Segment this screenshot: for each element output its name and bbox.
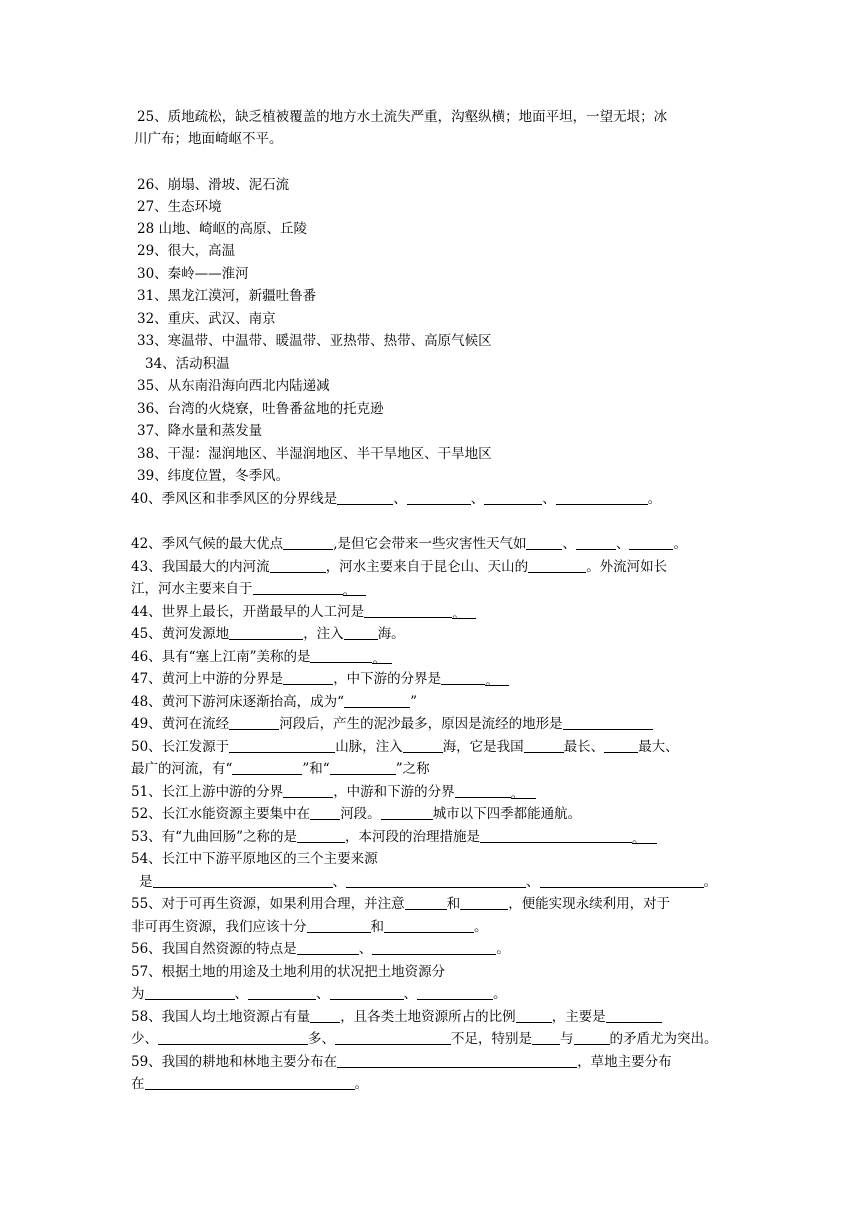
- question-55-cont: [131, 916, 488, 938]
- question-text: 少、: [131, 1031, 158, 1047]
- question-text: 多、: [308, 1031, 335, 1047]
- blank: [297, 939, 359, 955]
- question-text: 与: [560, 1031, 574, 1047]
- question-text: 、: [358, 941, 373, 957]
- question-text: 40、季风区和非季风区的分界线是: [131, 491, 338, 507]
- question-text: 。: [673, 536, 687, 552]
- question-50-cont: [131, 758, 430, 780]
- blank: [407, 489, 471, 505]
- blank: [460, 894, 508, 910]
- question-text: 江，河水主要来自于: [131, 581, 253, 597]
- question-text: 。外流河如长: [586, 559, 668, 575]
- question-text: 57、根据土地的用途及土地利用的状况把土地资源分: [131, 964, 446, 980]
- question-59: [131, 1051, 672, 1073]
- question-text: 、: [393, 491, 407, 507]
- question-text: ，本河段的治理措施是: [344, 829, 480, 845]
- question-text: 不足，特别是: [451, 1031, 532, 1047]
- question-text: 海，它是我国: [442, 739, 524, 755]
- question-text: ，主要是: [551, 1009, 606, 1025]
- question-text: ，中下游的分界是: [333, 671, 442, 687]
- blank: [283, 669, 333, 685]
- question-text: 46、具有“塞上江南”美称的是: [131, 649, 311, 665]
- blank: 。: [632, 828, 658, 844]
- blank: [310, 647, 372, 663]
- question-text: 、: [562, 536, 576, 552]
- blank: [417, 984, 493, 1000]
- blank: [384, 917, 474, 933]
- question-text: 。: [647, 491, 662, 507]
- question-text: 、: [526, 874, 540, 890]
- blank: [405, 894, 447, 910]
- question-43: [131, 556, 667, 578]
- blank: [364, 602, 452, 618]
- question-49: [131, 713, 653, 735]
- question-text: 、: [316, 986, 330, 1002]
- question-text: 53、有“九曲回肠”之称的是: [131, 829, 297, 845]
- blank: [229, 624, 303, 640]
- blank: [307, 917, 371, 933]
- question-text: 48、黄河下游河床逐渐抬高，成为“: [131, 694, 345, 710]
- question-46: [131, 646, 392, 668]
- blank: [381, 804, 433, 820]
- answer-line: 28 山地、崎岖的高原、丘陵: [137, 221, 307, 237]
- question-text: 49、黄河在流经: [131, 716, 230, 732]
- question-text: ,是但它会带来一些灾害性天气如: [333, 536, 527, 552]
- blank: 。: [343, 580, 367, 596]
- blank: [330, 984, 404, 1000]
- question-text: 是: [139, 874, 153, 890]
- blank: [283, 782, 333, 798]
- question-47: [131, 668, 509, 690]
- question-58-cont: [131, 1028, 718, 1050]
- blank: [229, 714, 279, 730]
- question-text: 和: [370, 919, 384, 935]
- blank: [297, 827, 345, 843]
- question-text: ，河水主要来自于昆仑山、天山的: [325, 559, 529, 575]
- question-text: 海。: [377, 626, 405, 642]
- blank: [516, 1007, 552, 1023]
- blank: [145, 984, 235, 1000]
- question-text: 河段后，产生的泥沙最多，原因是流经的地形是: [279, 716, 563, 732]
- blank: [526, 534, 562, 550]
- answer-line: 25、质地疏松，缺乏植被覆盖的地方水土流失严重，沟壑纵横；地面平坦，一望无垠；冰: [137, 109, 668, 125]
- question-text: 。: [474, 919, 488, 935]
- answer-line: 34、活动积温: [145, 356, 230, 372]
- question-54: [131, 848, 378, 870]
- blank: [337, 489, 393, 505]
- question-text: 、: [542, 491, 556, 507]
- blank: [403, 737, 443, 753]
- question-text: 58、我国人均土地资源占有量: [131, 1009, 311, 1025]
- blank: [441, 669, 485, 685]
- blank: 。: [485, 670, 509, 686]
- question-50: [131, 736, 679, 758]
- question-57: [131, 961, 445, 983]
- blank: [372, 939, 496, 955]
- question-52: [131, 803, 581, 825]
- question-text: 在: [131, 1076, 145, 1092]
- blank: [455, 782, 511, 798]
- blank: [528, 557, 586, 573]
- question-text: 51、长江上游中游的分界: [131, 784, 284, 800]
- question-text: 最广的河流，有“: [131, 761, 233, 777]
- question-56: [131, 938, 510, 960]
- question-text: ，且各类土地资源所占的比例: [340, 1009, 516, 1025]
- answer-line: 35、从东南沿海向西北内陆递减: [137, 378, 330, 394]
- question-text: ，中游和下游的分界: [333, 784, 455, 800]
- blank: [604, 737, 638, 753]
- question-text: 、: [234, 986, 248, 1002]
- answer-line: 37、降水量和蒸发量: [137, 423, 263, 439]
- question-55: [131, 893, 670, 915]
- blank: [606, 1007, 662, 1023]
- question-44: [131, 601, 476, 623]
- blank: [344, 624, 378, 640]
- blank: [337, 1052, 577, 1068]
- question-text: 的矛盾尤为突出。: [609, 1031, 718, 1047]
- question-text: 、: [403, 986, 417, 1002]
- blank: [310, 804, 340, 820]
- question-text: 50、长江发源于: [131, 739, 230, 755]
- question-48: [131, 691, 417, 713]
- blank: [484, 489, 542, 505]
- answer-line: 30、秦岭——淮河: [137, 266, 249, 282]
- blank: [480, 827, 632, 843]
- question-45: [131, 623, 405, 645]
- blank: [532, 1029, 560, 1045]
- question-57-cont: [131, 983, 507, 1005]
- question-text: 44、世界上最长，开凿最早的人工河是: [131, 604, 365, 620]
- question-text: 最大、: [638, 739, 679, 755]
- blank: [524, 737, 564, 753]
- question-text: 和: [446, 896, 461, 912]
- blank: [556, 489, 648, 505]
- blank: [576, 534, 616, 550]
- blank: [563, 714, 653, 730]
- blank: [540, 872, 704, 888]
- blank: [153, 872, 333, 888]
- answer-line: 26、崩塌、滑坡、泥石流: [137, 177, 290, 193]
- question-text: 山脉，注入: [335, 739, 403, 755]
- question-text: 54、长江中下游平原地区的三个主要来源: [131, 851, 378, 867]
- question-54-cont: [139, 871, 717, 893]
- blank: [574, 1029, 610, 1045]
- question-text: 河段。: [340, 806, 381, 822]
- blank: [158, 1029, 308, 1045]
- question-text: 。: [354, 1076, 368, 1092]
- answer-line: 27、生态环境: [137, 199, 222, 215]
- blank: [232, 759, 302, 775]
- question-text: ”和“: [302, 761, 330, 777]
- question-text: 。: [493, 986, 507, 1002]
- question-text: 、: [332, 874, 346, 890]
- blank: [229, 737, 335, 753]
- answer-line: 川广布；地面崎岖不平。: [134, 131, 283, 147]
- question-40: [131, 488, 661, 510]
- question-text: 56、我国自然资源的特点是: [131, 941, 297, 957]
- question-text: 城市以下四季都能通航。: [432, 806, 582, 822]
- question-text: 59、我国的耕地和林地主要分布在: [131, 1054, 338, 1070]
- question-text: 、: [470, 491, 485, 507]
- answer-line: 33、寒温带、中温带、暖温带、亚热带、热带、高原气候区: [137, 333, 492, 349]
- question-text: 55、对于可再生资源，如果利用合理，并注意: [131, 896, 405, 912]
- question-text: 42、季风气候的最大优点: [131, 536, 284, 552]
- question-text: 43、我国最大的内河流: [131, 559, 270, 575]
- question-59-cont: [131, 1073, 368, 1095]
- answer-line: 31、黑龙江漠河，新疆吐鲁番: [137, 288, 317, 304]
- blank: [248, 984, 316, 1000]
- blank: [629, 534, 673, 550]
- answer-line: 29、很大，高温: [137, 243, 236, 259]
- blank: [145, 1074, 355, 1090]
- blank: [344, 692, 410, 708]
- answer-line: 39、纬度位置，冬季风。: [137, 468, 290, 484]
- question-text: ，注入: [303, 626, 344, 642]
- question-53: [131, 826, 657, 848]
- answer-line: 38、干湿：湿润地区、半湿润地区、半干旱地区、干旱地区: [137, 446, 492, 462]
- question-text: 最长、: [563, 739, 605, 755]
- question-42: [131, 533, 687, 555]
- question-text: ”: [410, 694, 417, 710]
- blank: [310, 1007, 340, 1023]
- blank: [283, 534, 333, 550]
- blank: [270, 557, 326, 573]
- question-text: ，便能实现永续利用，对于: [508, 896, 671, 912]
- blank: [346, 872, 526, 888]
- question-text: 、: [615, 536, 630, 552]
- question-text: 非可再生资源，我们应该十分: [131, 919, 307, 935]
- question-43-cont: [131, 578, 366, 600]
- question-text: 52、长江水能资源主要集中在: [131, 806, 311, 822]
- question-text: 45、黄河发源地: [131, 626, 230, 642]
- question-text: ，草地主要分布: [577, 1054, 672, 1070]
- question-text: 。: [496, 941, 510, 957]
- answer-line: 32、重庆、武汉、南京: [137, 311, 276, 327]
- question-text: 为: [131, 986, 145, 1002]
- question-text: 47、黄河上中游的分界是: [131, 671, 284, 687]
- blank: [253, 579, 343, 595]
- blank: [330, 759, 396, 775]
- blank: 。: [511, 783, 537, 799]
- blank: 。: [372, 648, 392, 664]
- question-51: [131, 781, 536, 803]
- question-text: ”之称: [395, 761, 430, 777]
- blank: [335, 1029, 451, 1045]
- question-text: 。: [703, 874, 717, 890]
- question-58: [131, 1006, 662, 1028]
- blank: 。: [452, 603, 476, 619]
- answer-line: 36、台湾的火烧寮，吐鲁番盆地的托克逊: [137, 401, 384, 417]
